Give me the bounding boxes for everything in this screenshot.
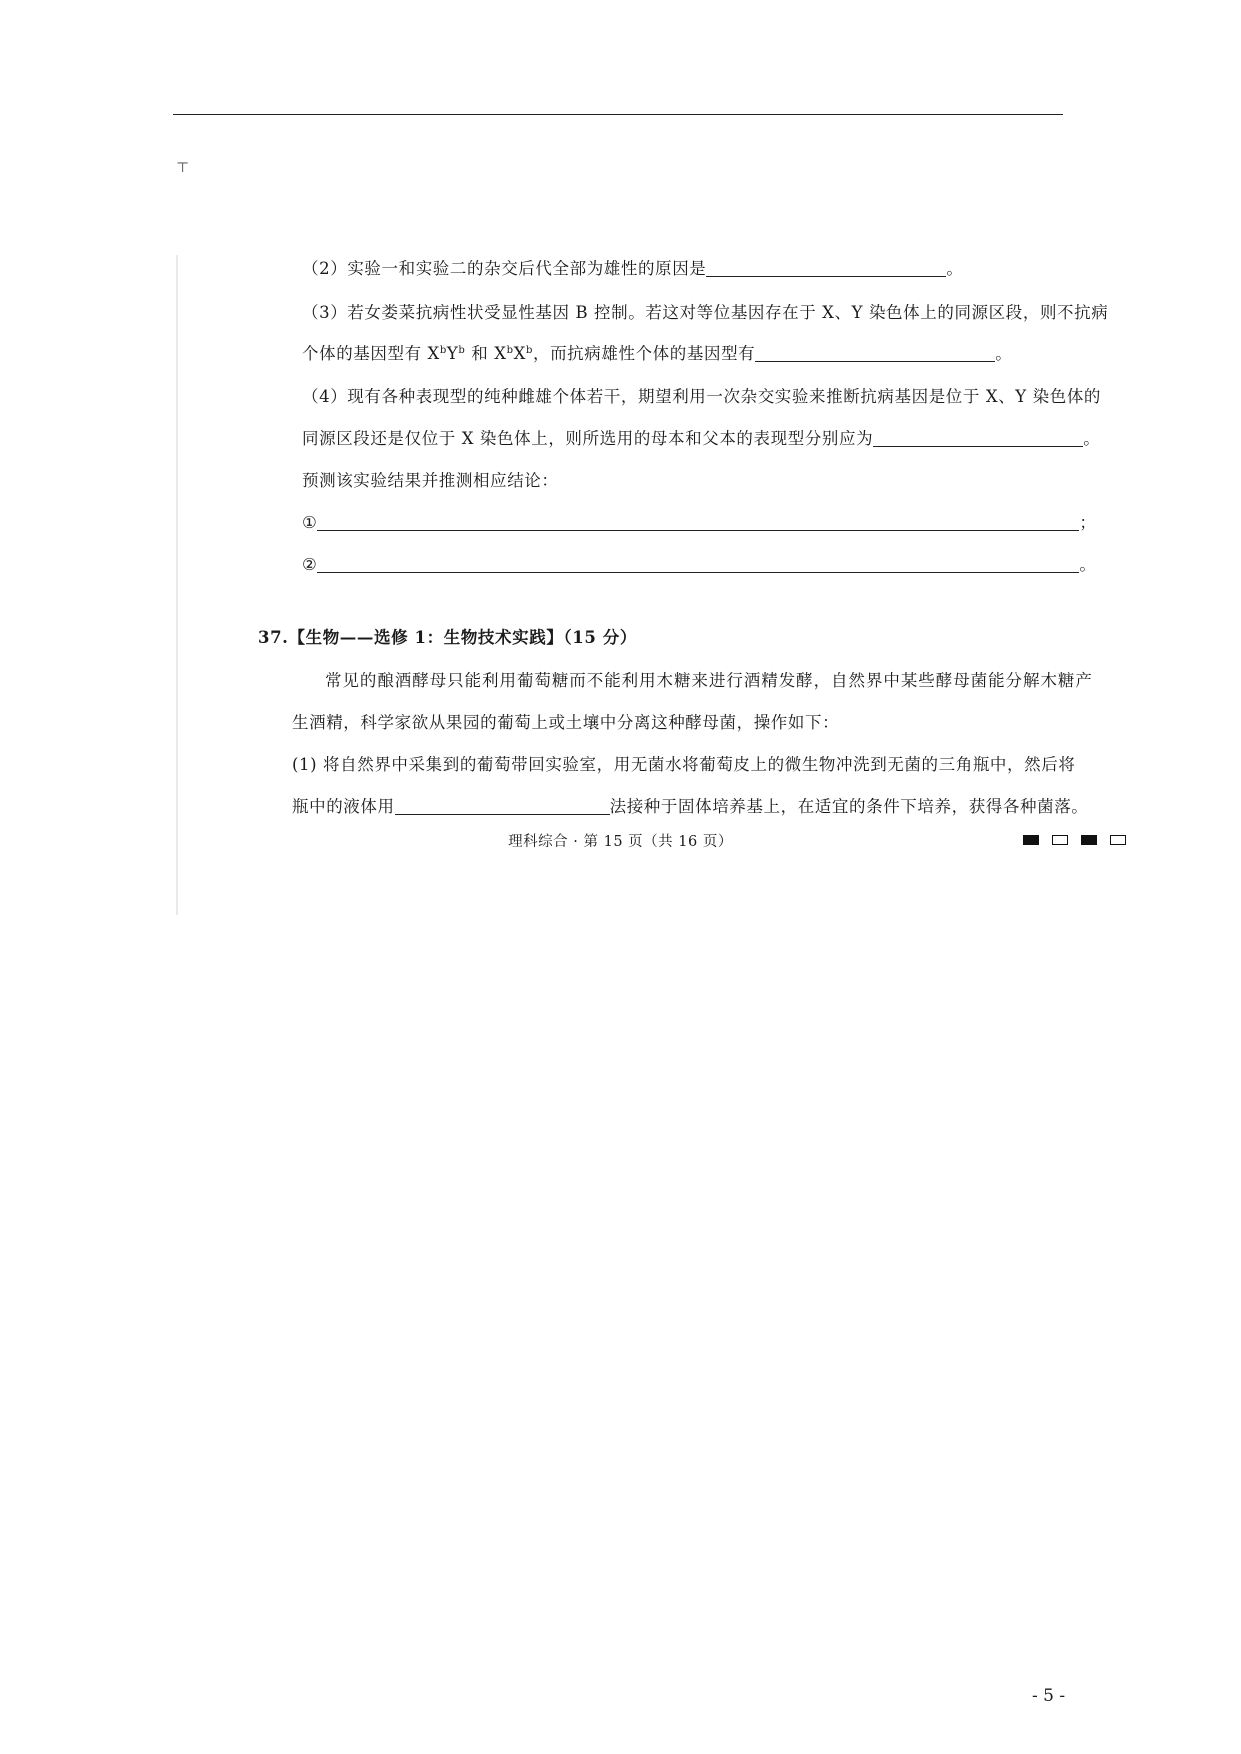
q4-conclusion-2: ② 。	[302, 555, 1097, 574]
q4-line-2: 同源区段还是仅位于 X 染色体上，则所选用的母本和父本的表现型分别应为 。	[302, 429, 1101, 448]
q3-line-2: 个体的基因型有 $X^bY^b$ 和 $X^bX^b$，而抗病雄性个体的基因型有 。	[302, 344, 1013, 363]
q2-text: 实验一和实验二的杂交后代全部为雄性的原因是	[347, 259, 707, 278]
q37-paragraph-2: 生酒精，科学家欲从果园的葡萄上或土壤中分离这种酵母菌，操作如下：	[292, 713, 840, 732]
q37-title: 37.【生物——选修 1：生物技术实践】（15 分）	[258, 628, 637, 647]
empty-square-icon	[1110, 835, 1126, 845]
q3-line-1: （3）若女娄菜抗病性状受显性基因 B 控制。若这对等位基因存在于 X、Y 染色体上的同源区段，则不抗病	[302, 303, 1109, 322]
registration-marks	[1023, 835, 1126, 845]
q37-step-1-cont: 瓶中的液体用 法接种于固体培养基上，在适宜的条件下培养，获得各种菌落。	[292, 797, 1089, 816]
q4-line-1: （4）现有各种表现型的纯种雌雄个体若干，期望利用一次杂交实验来推断抗病基因是位于 X、Y 染色体的	[302, 387, 1102, 406]
empty-square-icon	[1052, 835, 1068, 845]
scan-edge	[176, 255, 178, 915]
q4-phenotype-blank[interactable]	[873, 430, 1083, 447]
corner-mark: ⊤	[176, 160, 190, 176]
q2-answer-blank[interactable]	[706, 260, 946, 277]
q3-answer-blank[interactable]	[755, 345, 995, 362]
page-footer: 理科综合 · 第 15 页（共 16 页）	[508, 834, 733, 850]
page-number: - 5 -	[1032, 1686, 1066, 1706]
q2-label: （2）	[302, 259, 348, 278]
q4-line-3: 预测该实验结果并推测相应结论：	[302, 471, 559, 490]
top-rule	[173, 114, 1063, 115]
q4-conclusion-1: ① ；	[302, 513, 1097, 532]
q2-line: （2）实验一和实验二的杂交后代全部为雄性的原因是 。	[302, 259, 964, 278]
q37-paragraph-1: 常见的酿酒酵母只能利用葡萄糖而不能利用木糖来进行酒精发酵，自然界中某些酵母菌能分解木糖产	[325, 671, 1093, 690]
filled-square-icon	[1081, 835, 1097, 845]
conclusion-1-blank[interactable]	[317, 514, 1079, 531]
q37-step-1: (1) 将自然界中采集到的葡萄带回实验室，用无菌水将葡萄皮上的微生物冲洗到无菌的三角瓶中，然后将	[292, 755, 1076, 774]
filled-square-icon	[1023, 835, 1039, 845]
conclusion-2-blank[interactable]	[317, 556, 1079, 573]
inoculation-method-blank[interactable]	[395, 798, 610, 815]
